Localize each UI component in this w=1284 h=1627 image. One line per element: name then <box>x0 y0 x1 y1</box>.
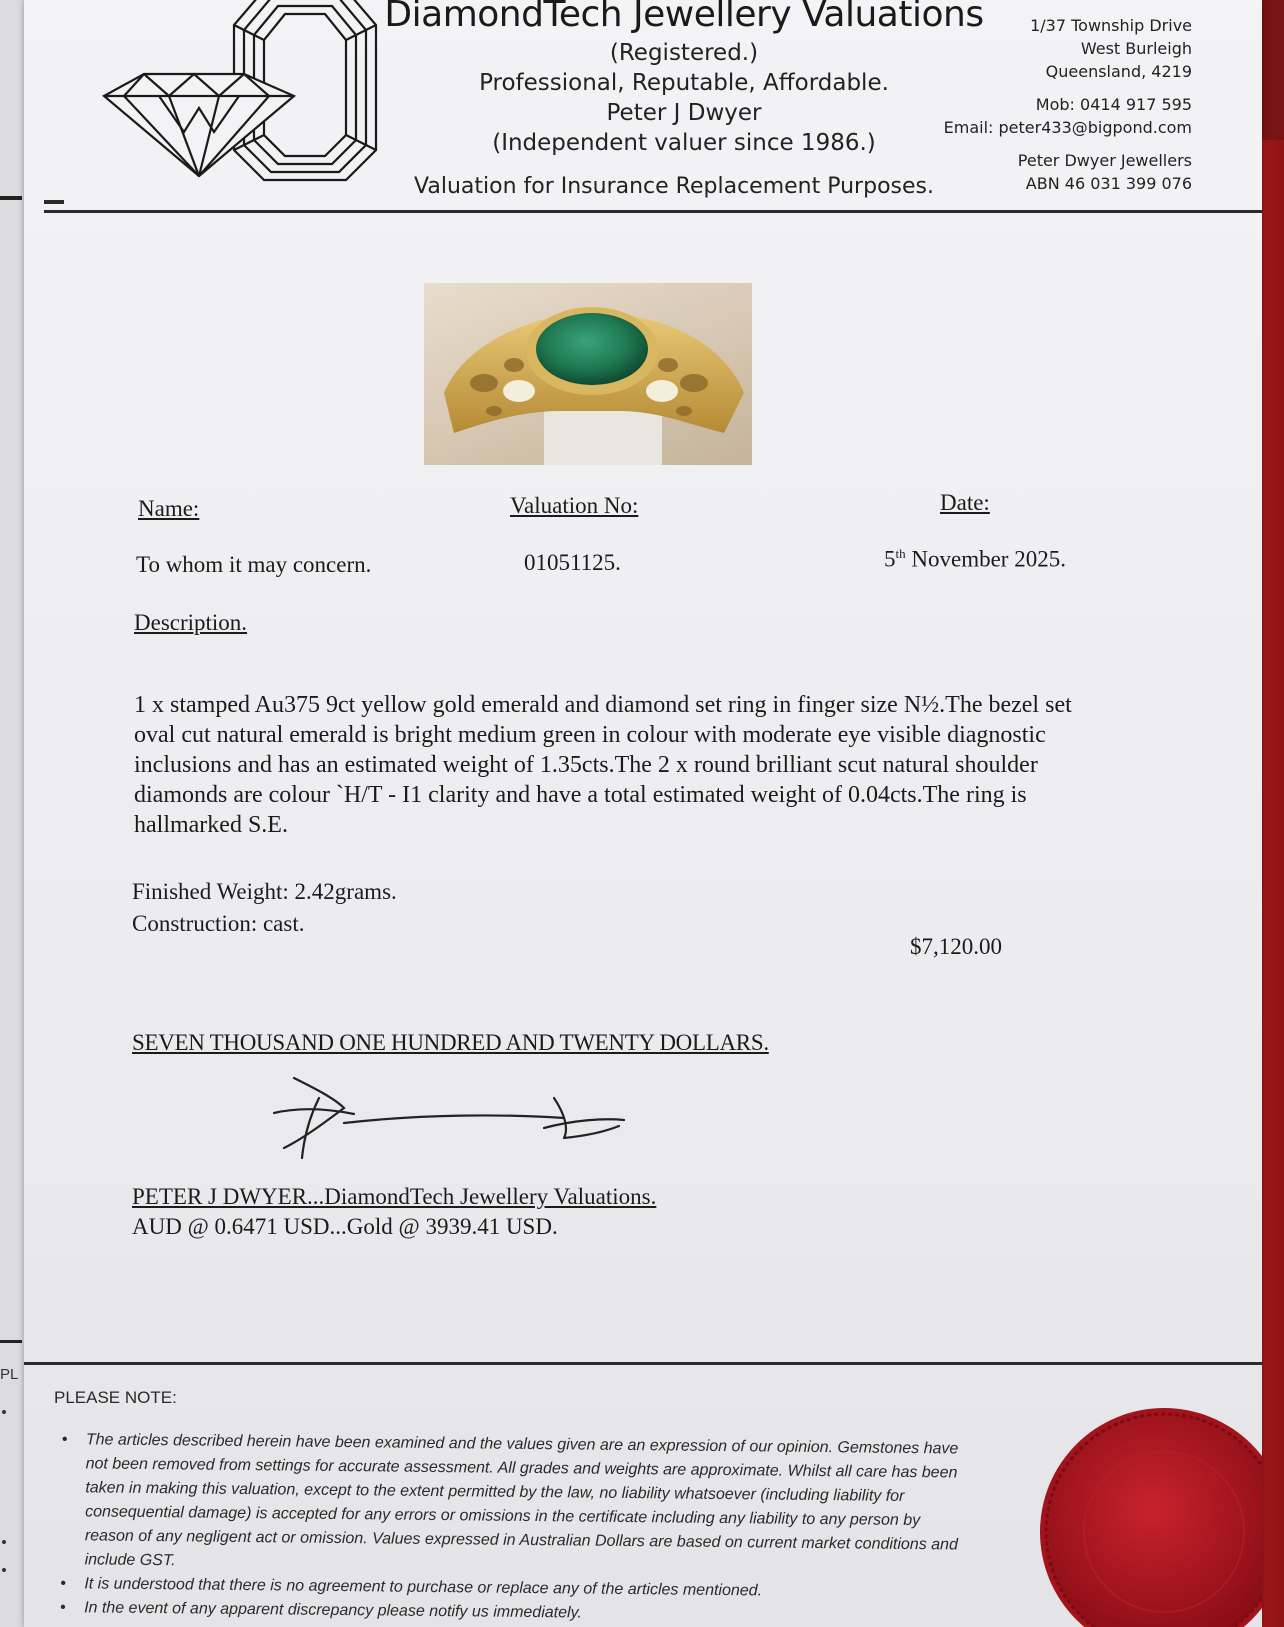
date-day: 5 <box>884 546 896 572</box>
background-bullet <box>2 1410 6 1414</box>
date-value <box>884 546 1066 573</box>
disclaimer-item: • It is understood that there is no agreement to purchase or replace any of the articles mentioned. <box>60 1575 763 1600</box>
date-ordinal: th <box>895 546 906 561</box>
background-sheet-rule <box>0 1340 22 1343</box>
valuer-name: Peter J Dwyer <box>606 100 762 126</box>
footer-rule <box>24 1362 1262 1365</box>
address-line: Queensland, 4219 <box>1045 62 1192 81</box>
header-rule-tick <box>44 200 64 204</box>
handwritten-signature <box>264 1068 684 1178</box>
company-title: DiamondTech Jewellery Valuations <box>384 0 984 35</box>
mobile-number: Mob: 0414 917 595 <box>1035 95 1192 114</box>
slogan-line: Professional, Reputable, Affordable. <box>479 70 889 96</box>
disclaimer-item: • In the event of any apparent discrepancy please notify us immediately. <box>60 1599 582 1622</box>
disclaimer-list <box>52 1428 974 1627</box>
name-label: Name: <box>138 496 200 521</box>
background-bullet <box>2 1568 6 1572</box>
description-label: Description. <box>134 610 248 635</box>
company-tagline <box>404 38 964 158</box>
signer-block <box>132 1182 656 1242</box>
disclaimer-text: It is understood that there is no agreement to purchase or replace any of the articles mentioned. <box>84 1575 763 1600</box>
valuation-certificate <box>24 0 1262 1627</box>
address-line: 1/37 Township Drive <box>1030 16 1192 35</box>
date-label: Date: <box>940 490 990 515</box>
business-name: Peter Dwyer Jewellers <box>1017 151 1192 170</box>
valuation-number-value: 01051125. <box>524 550 621 575</box>
valuation-amount-words: SEVEN THOUSAND ONE HUNDRED AND TWENTY DOLLARS. <box>132 1030 769 1055</box>
background-sheet-text: PL <box>0 1366 19 1383</box>
registered-line: (Registered.) <box>609 40 759 66</box>
signer-name: PETER J DWYER...DiamondTech Jewellery Valuations. <box>132 1184 657 1209</box>
valuation-number-label: Valuation No: <box>510 493 639 518</box>
note-title: PLEASE NOTE: <box>54 1388 177 1407</box>
background-bullet <box>2 1540 6 1544</box>
company-address <box>944 14 1192 195</box>
name-value: To whom it may concern. <box>136 552 372 577</box>
item-details <box>132 876 397 940</box>
email-address: Email: peter433@bigpond.com <box>943 118 1192 137</box>
valuation-purpose: Valuation for Insurance Replacement Purposes. <box>414 174 934 199</box>
valuation-amount: $7,120.00 <box>910 934 1002 959</box>
header-rule <box>44 210 1262 213</box>
red-wax-seal <box>1034 1402 1262 1627</box>
date-month-year: November 2025. <box>905 546 1066 572</box>
background-sheet-rule <box>0 196 22 200</box>
exchange-rates: AUD @ 0.6471 USD...Gold @ 3939.41 USD. <box>132 1214 558 1239</box>
finished-weight: Finished Weight: 2.42grams. <box>132 879 397 904</box>
disclaimer-text: In the event of any apparent discrepancy please notify us immediately. <box>84 1599 582 1622</box>
construction: Construction: cast. <box>132 911 305 936</box>
ring-photo <box>424 283 752 465</box>
address-line: West Burleigh <box>1080 39 1192 58</box>
abn-number: ABN 46 031 399 076 <box>1025 174 1192 193</box>
disclaimer-item: • The articles described herein have been examined and the values given are an expression of our opinion. Gemstones have not been removed from settings for accurate assessment. All grades and weights are approximate. Whilst all care has been taken in making this valuation, except to the extent permitted by the law, no liability whatsoever (including liability for consequential damage) is accepted for any errors or omissions in the certificate including any liability to any person by reason of any negligent act or omission. Values expressed in Australian Dollars are based on current market conditions and include GST. <box>61 1431 959 1570</box>
since-line: (Independent valuer since 1986.) <box>492 130 876 156</box>
item-description: 1 x stamped Au375 9ct yellow gold emerald and diamond set ring in finger size N½.The bezel set oval cut natural emerald is bright medium green in colour with moderate eye visible diagnostic inclusions and has an estimated weight of 1.35cts.The 2 x round brilliant scut natural shoulder diamonds are colour `H/T - I1 clarity and have a total estimated weight of 0.04cts.The ring is hallmarked S.E. <box>134 692 1072 838</box>
disclaimer-text: The articles described herein have been examined and the values given are an expression of our opinion. Gemstones have not been removed from settings for accurate assessment. All grades and weights are approximate. Whilst all care has been taken in making this valuation, except to the extent permitted by the law, no liability whatsoever (including liability for consequential damage) is accepted for any errors or omissions in the certificate including any liability to any person by reason of any negligent act or omission. Values expressed in Australian Dollars are based on current market conditions and include GST. <box>84 1431 959 1570</box>
